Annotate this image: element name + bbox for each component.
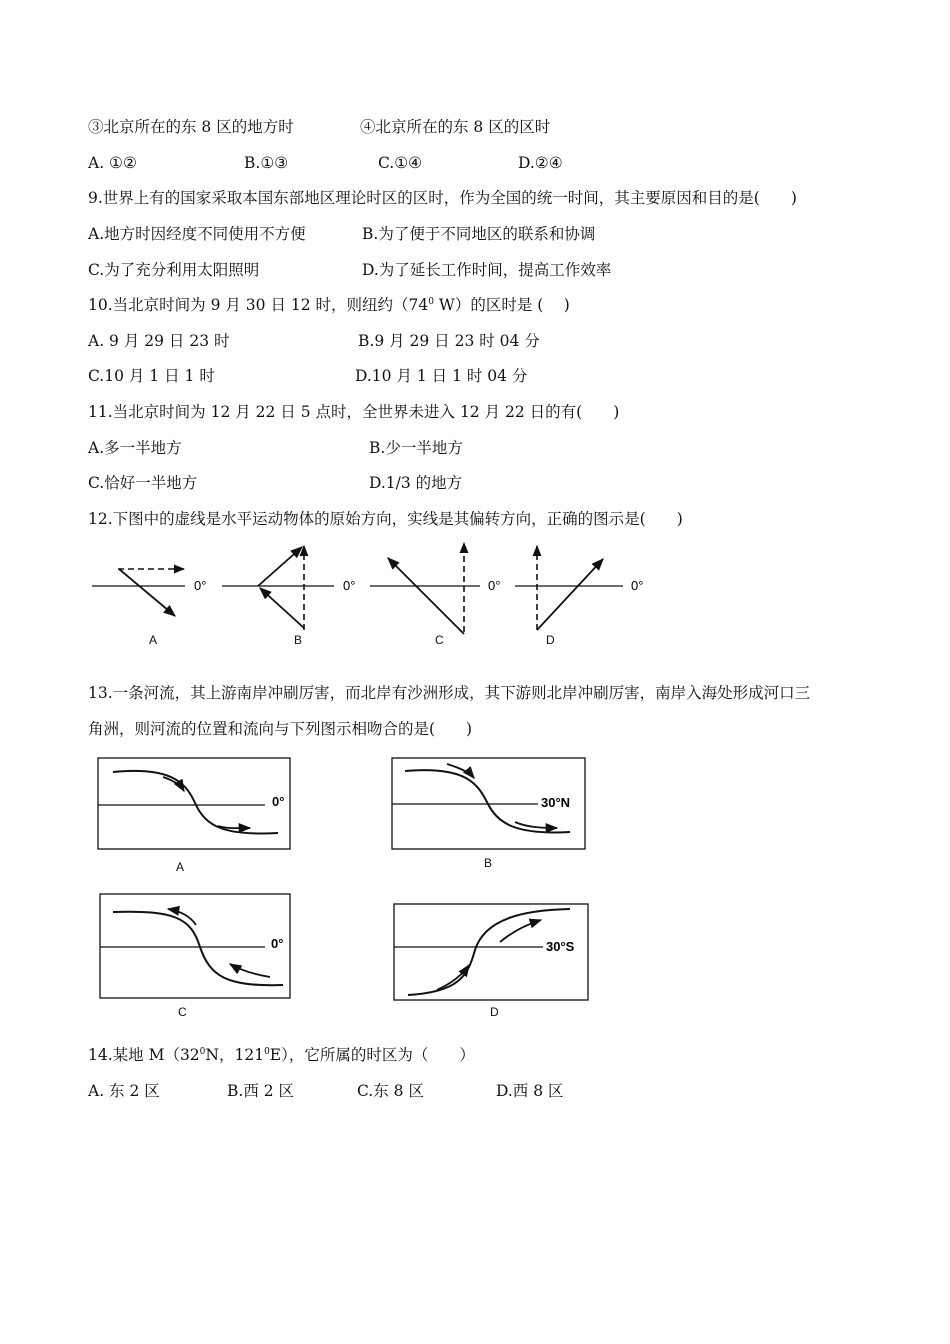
q10-option-b: B.9 月 29 日 23 时 04 分	[358, 332, 540, 350]
q11-stem: 11.当北京时间为 12 月 22 日 5 点时，全世界未进入 12 月 22 日的有( )	[88, 403, 620, 421]
q13-caption-c: C	[178, 1005, 187, 1019]
q13-figure-c	[100, 894, 290, 998]
q12-caption-a: A	[149, 633, 158, 647]
q13-caption-d: D	[490, 1005, 499, 1019]
q12-figure-d	[515, 546, 643, 630]
q8-option-a: A. ①②	[88, 154, 137, 172]
q14-option-c: C.东 8 区	[357, 1082, 424, 1100]
q12-lat-label-a: 0°	[194, 578, 207, 593]
q11-option-b: B.少一半地方	[369, 439, 463, 457]
q10-option-a: A. 9 月 29 日 23 时	[88, 332, 230, 350]
q9-option-a: A.地方时因经度不同使用不方便	[88, 225, 306, 243]
q10-option-d: D.10 月 1 日 1 时 04 分	[355, 367, 528, 385]
q13-lat-label-a: 0°	[272, 794, 285, 809]
q11-option-a: A.多一半地方	[88, 439, 182, 457]
q13-figure-b	[392, 758, 585, 849]
q13-lat-label-d: 30°S	[546, 939, 575, 954]
q11-option-c: C.恰好一半地方	[88, 474, 198, 492]
q8-option-c: C.①④	[378, 154, 423, 172]
q12-caption-d: D	[546, 633, 555, 647]
q9-option-d: D.为了延长工作时间，提高工作效率	[362, 261, 612, 279]
q13-figure-a	[98, 758, 290, 849]
q12-lat-label-d: 0°	[631, 578, 644, 593]
q13-caption-a: A	[176, 860, 185, 874]
q8-item-4: ④北京所在的东 8 区的区时	[360, 118, 551, 136]
q8-option-d: D.②④	[518, 154, 563, 172]
q13-stem-line2: 角洲，则河流的位置和流向与下列图示相吻合的是( )	[88, 720, 473, 738]
q14-stem: 14.某地 $M(32^0N$，$121^0E$），它所属的时区为（ ）	[88, 1046, 475, 1064]
q13-lat-label-c: 0°	[271, 936, 284, 951]
q10-stem: 10.当北京时间为 9 月 30 日 12 时，则纽约（$74^0$ W）的区时是 ( )	[88, 296, 570, 314]
q14-option-b: B.西 2 区	[227, 1082, 295, 1100]
q13-stem-line1: 13.一条河流，其上游南岸冲刷厉害，而北岸有沙洲形成，其下游则北岸冲刷厉害，南岸入海处形成河口三	[88, 684, 811, 702]
q12-caption-c: C	[435, 633, 444, 647]
q12-lat-label-b: 0°	[343, 578, 356, 593]
q13-caption-b: B	[484, 856, 493, 870]
q14-option-d: D.西 8 区	[496, 1082, 564, 1100]
q12-stem: 12.下图中的虚线是水平运动物体的原始方向，实线是其偏转方向，正确的图示是( )	[88, 510, 683, 528]
q12-figure-b	[222, 546, 355, 630]
q11-option-d: D.1/3 的地方	[369, 474, 463, 492]
q14-option-a: A. 东 2 区	[88, 1082, 160, 1100]
q10-option-c: C.10 月 1 日 1 时	[88, 367, 215, 385]
q8-item-3: ③北京所在的东 8 区的地方时	[88, 118, 294, 136]
q8-option-b: B.①③	[244, 154, 289, 172]
q9-option-b: B.为了便于不同地区的联系和协调	[362, 225, 596, 243]
q9-stem: 9.世界上有的国家采取本国东部地区理论时区的区时，作为全国的统一时间，其主要原因和目的是( )	[88, 189, 797, 207]
q12-figure-a	[92, 569, 206, 616]
q13-figure-d	[394, 904, 588, 1000]
q12-lat-label-c: 0°	[488, 578, 501, 593]
q12-figure-c	[370, 543, 500, 634]
q9-option-c: C.为了充分利用太阳照明	[88, 261, 260, 279]
q13-lat-label-b: 30°N	[541, 795, 571, 810]
q12-caption-b: B	[294, 633, 303, 647]
